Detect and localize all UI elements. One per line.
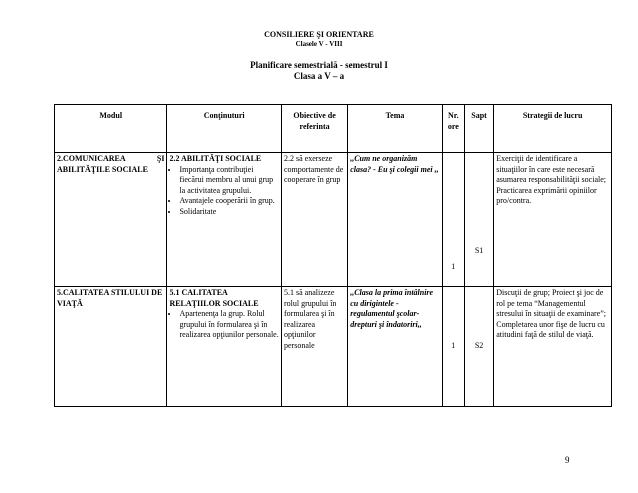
column-header-continuturi: Conţinuturi	[167, 105, 282, 153]
list-item: • Avantajele cooperării în grup.	[179, 196, 279, 207]
cell-continuturi	[167, 287, 282, 407]
cell-modul: 5.CALITATEA STILULUI DE VIAŢĂ	[55, 287, 167, 407]
continut-title: 2.2 ABILITĂŢI SOCIALE	[169, 154, 262, 163]
cell-sapt: S1	[464, 153, 493, 287]
cell-strategii: Discuţii de grup; Proiect şi joc de rol pe tema “Managementul stresului în situaţii de examinare”; Completarea unor fişe de lucru cu atitudini faţă de stilul de viaţă.	[494, 287, 612, 407]
cell-obiective: 5.1 să analizeze rolul grupului în formularea şi în realizarea opţiunilor personale	[281, 287, 347, 407]
cell-strategii: Exerciţii de identificare a situaţiilor în care este necesară asumarea responsabilităţii sociale; Practicarea exprimării opiniilor pro/contra.	[494, 153, 612, 287]
table-header-row	[55, 105, 612, 153]
modul-part-c: ABILITĂŢILE SOCIALE	[57, 164, 148, 174]
table-row	[55, 287, 612, 407]
cell-nr-ore: 1	[442, 153, 464, 287]
cell-continuturi	[167, 153, 282, 287]
plan-title: Planificare semestrială - semestrul I	[250, 60, 388, 70]
column-header-obiective: Obiective de referinta	[281, 105, 347, 153]
modul-part-b: ŞI	[156, 154, 165, 163]
column-header-sapt: Sapt	[464, 105, 493, 153]
continut-list	[169, 165, 279, 218]
list-item: • Apartenenţa la grup. Rolul grupului în formularea şi în realizarea opţiunilor personale.	[179, 309, 279, 341]
continut-title: 5.1 CALITATEA RELAŢIILOR SOCIALE	[169, 288, 259, 308]
column-header-nr-ore: Nr. ore	[442, 105, 464, 153]
modul-part-a: 2.COMUNICAREA	[57, 154, 126, 163]
class-title: Clasa a V – a	[293, 71, 345, 81]
cell-tema: ,,Clasa la prima întâlnire cu dirigintele - regulamentul şcolar- drepturi şi îndatoriri,,	[348, 287, 443, 407]
cell-nr-ore: 1	[442, 287, 464, 407]
continut-list	[169, 309, 279, 341]
page-number: 9	[565, 455, 570, 465]
list-item: • Importanţa contribuţiei fiecărui membru al unui grup la activitatea grupului.	[179, 165, 279, 197]
grades-subtitle: Clasele V - VIII	[295, 40, 343, 48]
column-header-strategii: Strategii de lucru	[494, 105, 612, 153]
subject-title: CONSILIERE ŞI ORIENTARE	[264, 30, 374, 39]
column-header-modul: Modul	[55, 105, 167, 153]
cell-tema: ,,Cum ne organizăm clasa? - Eu şi colegii mei ,,	[348, 153, 443, 287]
cell-modul	[55, 153, 167, 287]
table-row	[55, 153, 612, 287]
cell-sapt: S2	[464, 287, 493, 407]
cell-obiective: 2.2 să exerseze comportamente de cooperare în grup	[281, 153, 347, 287]
column-header-tema: Tema	[348, 105, 443, 153]
list-item: • Solidaritate	[179, 207, 279, 218]
planning-table	[54, 104, 612, 407]
